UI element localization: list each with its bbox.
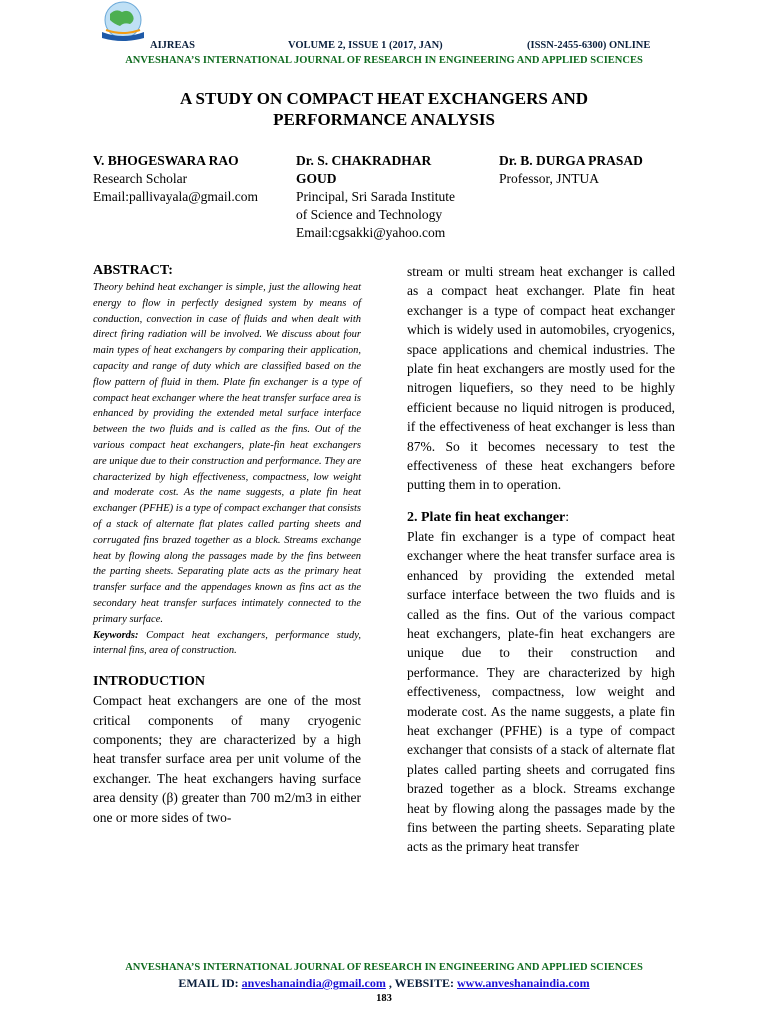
footer-website-link[interactable]: www.anveshanaindia.com bbox=[456, 976, 590, 990]
author-affiliation: Principal, Sri Sarada Institute bbox=[296, 189, 455, 204]
author-3 bbox=[499, 152, 699, 188]
author-email: Email:pallivayala@gmail.com bbox=[93, 189, 259, 204]
introduction-heading: INTRODUCTION bbox=[93, 674, 206, 690]
abstract-heading: ABSTRACT: bbox=[93, 263, 173, 278]
journal-short-name: AIJREAS bbox=[150, 40, 195, 51]
author-name-cont: GOUD bbox=[296, 171, 337, 186]
footer-contact bbox=[0, 976, 768, 991]
author-affiliation-cont: of Science and Technology bbox=[296, 207, 443, 222]
author-1 bbox=[93, 152, 293, 206]
journal-logo bbox=[92, 0, 154, 44]
section-2-text: Plate fin exchanger is a type of compact heat exchanger where the heat transfer surface area is enhanced by providing the extended metal surface interface between the two fluids and is called as the fins. Out of the various compact heat exchangers, plate-fin heat exchangers are unique due to their construction and performance. They are characterized by high effectiveness, compactness, low weight and moderate cost. As the name suggests, a plate fin heat exchanger (PFHE) is a type of compact exchanger that consists of a stack of alternate flat plates called parting sheets and corrugated fins brazed together as a block. Streams exchange heat by flowing along the passages made by the fins between the parting sheets. Separating plate acts as the primary heat transfer bbox=[407, 528, 675, 855]
footer-email-label: EMAIL ID: bbox=[178, 976, 242, 990]
section-2-title: 2. Plate fin heat exchanger bbox=[407, 509, 566, 525]
abstract-text: Theory behind heat exchanger is simple, just the allowing heat energy to flow in perfectly designed system by means of conduction, convection in case of fluids and when dealt with direct firing radiation will be involved. We discuss about four main types of heat exchangers by comparing their application, capacity and range of duty which are classified based on the flow pattern of fluid in them. Plate fin exchanger is a type of compact heat exchanger where the heat transfer surface area is enhanced by providing the extended metal surface interface between the two fluids and is called as the fins. Out of the various compact heat exchangers, plate-fin heat exchangers are unique due to their construction and performance. They are characterized by high effectiveness, compactness, low weight and moderate cost. As the name suggests, a plate fin heat exchanger (PFHE) is a type of compact exchanger that consists of a stack of alternate flat plates called parting sheets and corrugated fins brazed together as a block. Streams exchange heat by flowing along the passages made by the fins between the parting sheets. Separating plate acts as the primary heat transfer surface and the appendages known as fins act as the secondary heat transfer surfaces intimately connected to the primary surface. bbox=[93, 282, 361, 625]
keywords-label: Keywords: bbox=[93, 629, 139, 641]
footer-journal-name: ANVESHANA’S INTERNATIONAL JOURNAL OF RESEARCH IN ENGINEERING AND APPLIED SCIENCES bbox=[125, 962, 643, 973]
author-2 bbox=[296, 152, 496, 242]
issn-info: (ISSN-2455-6300) ONLINE bbox=[527, 40, 651, 51]
keywords bbox=[93, 628, 361, 660]
continuation-text: stream or multi stream heat exchanger is called as a compact heat exchanger. Plate fin heat exchanger is a type of compact heat exchanger which is widely used in automobiles, cryogenics, space applications and chemical industries. The plate fin heat exchangers are mostly used for the nitrogen liquefiers, so they need to be highly efficient because no liquid nitrogen is produced, if the effectiveness of heat exchanger is less than 87%. So it becomes necessary to test the effectiveness of these heat exchangers before putting them in to operation. bbox=[407, 264, 675, 493]
section-2-heading bbox=[407, 509, 675, 527]
volume-info: VOLUME 2, ISSUE 1 (2017, JAN) bbox=[288, 40, 443, 51]
section-2-colon: : bbox=[565, 509, 570, 525]
author-name: V. BHOGESWARA RAO bbox=[93, 153, 239, 168]
journal-header bbox=[0, 40, 768, 54]
author-affiliation: Research Scholar bbox=[93, 171, 188, 186]
right-column bbox=[407, 262, 675, 857]
title-line-1: A STUDY ON COMPACT HEAT EXCHANGERS AND bbox=[179, 89, 589, 108]
journal-full-name: ANVESHANA’S INTERNATIONAL JOURNAL OF RESEARCH IN ENGINEERING AND APPLIED SCIENCES bbox=[125, 55, 643, 66]
page-number: 183 bbox=[376, 993, 392, 1004]
title-line-2: PERFORMANCE ANALYSIS bbox=[273, 110, 495, 129]
author-affiliation: Professor, JNTUA bbox=[499, 171, 599, 186]
left-column bbox=[93, 262, 361, 827]
keywords-text: Compact heat exchangers, performance study, internal fins, area of construction. bbox=[93, 629, 361, 657]
author-email: Email:cgsakki@yahoo.com bbox=[296, 225, 446, 240]
author-name: Dr. S. CHAKRADHAR bbox=[296, 153, 432, 168]
footer-website-label: , WEBSITE: bbox=[385, 976, 457, 990]
paper-title bbox=[84, 88, 684, 130]
footer-email-link[interactable]: anveshanaindia@gmail.com bbox=[241, 976, 386, 990]
author-name: Dr. B. DURGA PRASAD bbox=[499, 153, 643, 168]
introduction-text: Compact heat exchangers are one of the most critical components of many cryogenic components; they are characterized by a high heat transfer surface area per unit volume of the exchanger. The heat exchangers having surface area density (β) greater than 700 m2/m3 in either one or more sides of two- bbox=[93, 693, 361, 825]
